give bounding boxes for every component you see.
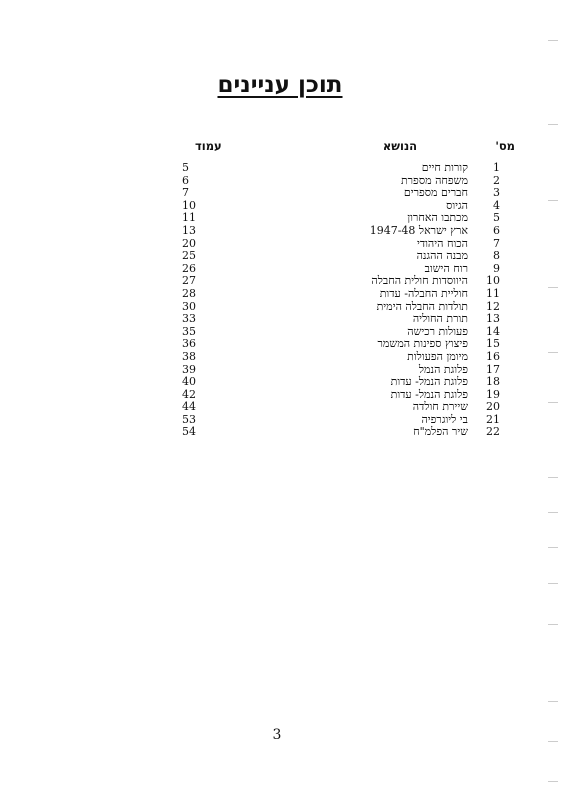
toc-page: 35	[182, 324, 196, 338]
toc-topic: חוליית החבלה- עדות	[379, 286, 468, 300]
toc-number: 13	[486, 312, 500, 326]
toc-topic: פלוגת הנמל- עדות	[390, 387, 468, 401]
toc-row	[0, 250, 566, 263]
toc-topic: בי ליוגרפיה	[421, 412, 468, 426]
toc-row	[0, 200, 566, 213]
toc-number: 4	[493, 198, 500, 212]
toc-page: 40	[182, 375, 196, 389]
toc-number: 18	[486, 375, 500, 389]
toc-number: 14	[486, 324, 500, 338]
toc-number: 2	[493, 173, 500, 187]
toc-page: 36	[182, 337, 196, 351]
toc-topic: תולדות החבלה הימית	[376, 299, 468, 313]
toc-row	[0, 212, 566, 225]
toc-number: 11	[486, 286, 500, 300]
toc-topic: הגיוס	[446, 198, 468, 212]
toc-topic: פלוגת הנמל- עדות	[390, 375, 468, 389]
header-page: עמוד	[195, 139, 222, 153]
page-number: 3	[272, 727, 282, 743]
toc-row	[0, 364, 566, 377]
table-of-contents	[0, 162, 566, 439]
toc-row	[0, 187, 566, 200]
toc-number: 12	[486, 299, 500, 313]
toc-row	[0, 301, 566, 314]
toc-number: 20	[486, 400, 500, 414]
toc-page: 13	[182, 223, 196, 237]
toc-row	[0, 426, 566, 439]
toc-row	[0, 326, 566, 339]
toc-page: 38	[182, 349, 196, 363]
toc-number: 15	[486, 337, 500, 351]
toc-number: 21	[486, 412, 500, 426]
toc-topic: פיצוץ ספינות המשמר	[377, 337, 468, 351]
toc-page: 6	[182, 173, 189, 187]
toc-row	[0, 351, 566, 364]
toc-row	[0, 389, 566, 402]
toc-page: 7	[182, 186, 189, 200]
toc-page: 26	[182, 261, 196, 275]
toc-row	[0, 401, 566, 414]
toc-row	[0, 175, 566, 188]
toc-topic: תורת החוליה	[412, 312, 468, 326]
toc-topic: מכתבו האחרון	[407, 211, 468, 225]
toc-page: 11	[182, 211, 196, 225]
toc-topic: היווסדות חולית החבלה	[371, 274, 468, 288]
toc-number: 16	[486, 349, 500, 363]
header-topic: הנושא	[382, 139, 418, 153]
toc-page: 53	[182, 412, 196, 426]
toc-row	[0, 376, 566, 389]
toc-row	[0, 225, 566, 238]
toc-page: 44	[182, 400, 196, 414]
toc-number: 5	[493, 211, 500, 225]
toc-page: 39	[182, 362, 196, 376]
toc-row	[0, 162, 566, 175]
toc-page: 20	[182, 236, 196, 250]
toc-row	[0, 275, 566, 288]
toc-page: 33	[182, 312, 196, 326]
toc-topic: משפחה מספרת	[400, 173, 468, 187]
toc-number: 9	[493, 261, 500, 275]
toc-page: 27	[182, 274, 196, 288]
toc-number: 8	[493, 249, 500, 263]
toc-number: 22	[486, 425, 500, 439]
toc-number: 19	[486, 387, 500, 401]
toc-row	[0, 338, 566, 351]
toc-row	[0, 288, 566, 301]
toc-row	[0, 263, 566, 276]
toc-number: 7	[493, 236, 500, 250]
toc-topic: רוח הישוב	[424, 261, 468, 275]
toc-topic: פעולות רכישה	[407, 324, 468, 338]
toc-topic: מיומן הפעולות	[407, 349, 468, 363]
toc-page: 5	[182, 161, 189, 174]
toc-page: 54	[182, 425, 196, 439]
toc-topic: קורות חיים	[421, 161, 468, 174]
header-number: מס'	[495, 139, 515, 153]
toc-page: 28	[182, 286, 196, 300]
toc-topic: ארץ ישראל 1947-48	[369, 223, 468, 237]
toc-row	[0, 238, 566, 251]
toc-number: 1	[493, 161, 500, 174]
toc-page: 42	[182, 387, 196, 401]
toc-topic: שיירת חולדה	[412, 400, 468, 414]
toc-number: 17	[486, 362, 500, 376]
toc-page: 25	[182, 249, 196, 263]
toc-topic: הכוח היהודי	[416, 236, 468, 250]
toc-topic: פלוגת הנמל	[418, 362, 468, 376]
toc-topic: שיר הפלמ"ח	[413, 425, 468, 439]
toc-number: 3	[493, 186, 500, 200]
toc-number: 6	[493, 223, 500, 237]
page-title: תוכן עניינים	[217, 72, 343, 98]
toc-row	[0, 414, 566, 427]
toc-row	[0, 313, 566, 326]
toc-page: 30	[182, 299, 196, 313]
toc-page: 10	[182, 198, 196, 212]
toc-number: 10	[486, 274, 500, 288]
toc-topic: חברים מספרים	[403, 186, 468, 200]
toc-topic: מבנה ההגנה	[416, 249, 468, 263]
